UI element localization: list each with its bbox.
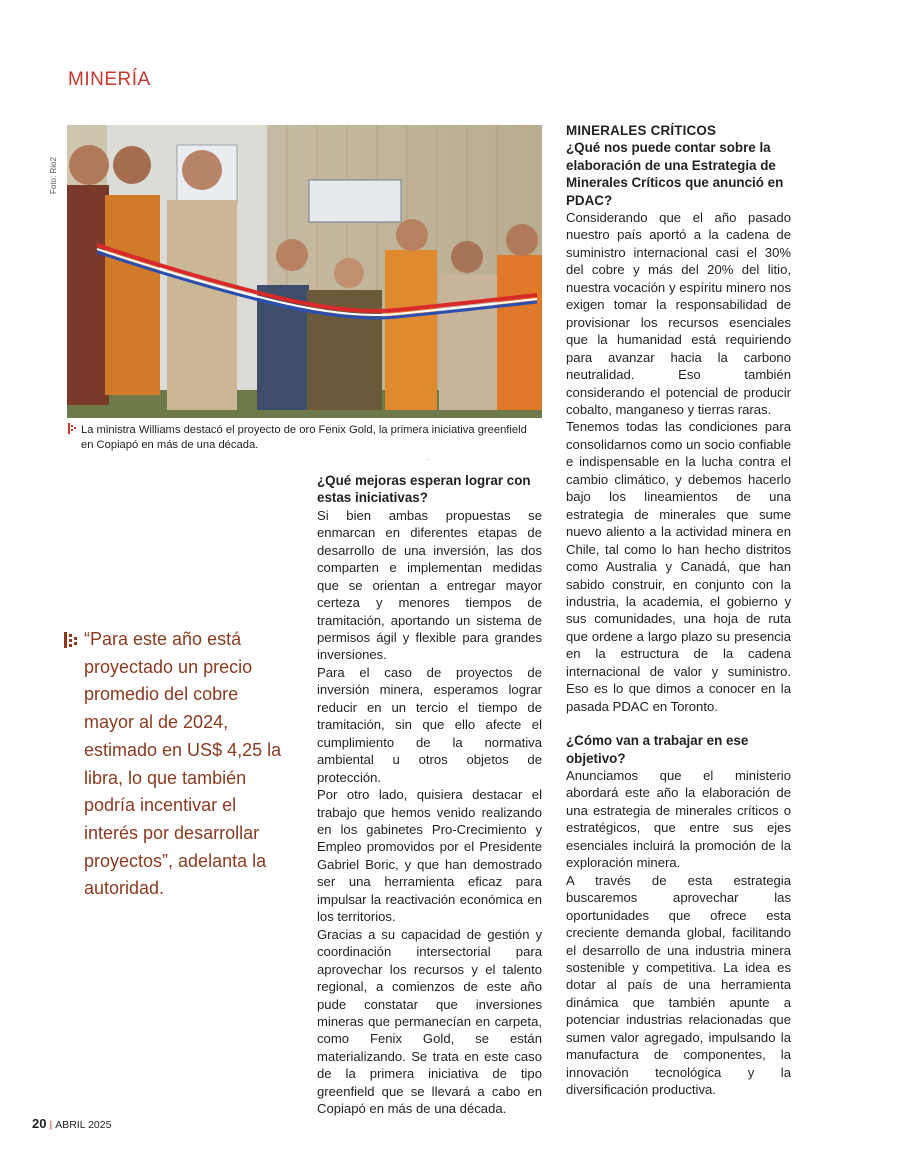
middle-column: [317, 472, 542, 1118]
middle-question: ¿Qué mejoras esperan lograr con estas iniciativas?: [317, 473, 531, 506]
pull-quote-text: “Para este año está proyectado un precio promedio del cobre mayor al de 2024, estimado en US$ 4,25 la libra, lo que también podría incentivar el interés por desarrollar proyectos”, adelanta la autoridad.: [84, 629, 282, 899]
caption-bullet-icon: [68, 423, 77, 434]
photo-caption: [68, 423, 546, 453]
right-heading: MINERALES CRÍTICOS: [566, 123, 717, 138]
event-photo: [67, 125, 542, 418]
right-paragraph-4: A través de esta estrategia buscaremos aprovechar las oportunidades que ofrece esta creciente demanda global, facilitando el desarrollo de una industria minera sostenible y competitiva. La idea es dotar al país de una herramienta dinámica que también apunte a potenciar industrias relacionadas que sumen valor agregado, impulsando la manufactura de componentes, la innovación tecnológica y la diversificación productiva.: [566, 872, 791, 1098]
section-tag: MINERÍA: [68, 69, 151, 90]
page-number: 20: [32, 1116, 47, 1131]
quote-bullet-icon: [64, 632, 78, 648]
section-spacer: [566, 715, 791, 732]
caption-line-1: La ministra Williams destacó el proyecto de oro Fenix Gold, la primera iniciativa greenfield: [81, 424, 527, 436]
issue-date: ABRIL 2025: [55, 1119, 112, 1131]
right-paragraph-3: Anunciamos que el ministerio abordará este año la elaboración de una estrategia de minerales críticos o estratégicos, que entre sus ejes esenciales incluirá la promoción de la exploración minera.: [566, 767, 791, 871]
middle-paragraph-4: Gracias a su capacidad de gestión y coordinación intersectorial para aprovechar los recursos y el talento regional, a comienzos de este año pude constatar que inversiones mineras que permanecían en carpeta, como Fenix Gold, se están materializando. Se trata en este caso de la primera iniciativa de tipo greenfield que se llevará a cabo en Copiapó en más de una década.: [317, 926, 542, 1117]
ribbon-cutting-illustration: [67, 125, 542, 418]
separator-mark: ·: [427, 455, 430, 464]
right-question-2: ¿Cómo van a trabajar en ese objetivo?: [566, 733, 749, 766]
right-question-1: ¿Qué nos puede contar sobre la elaboración de una Estrategia de Minerales Críticos que anunció en PDAC?: [566, 140, 784, 208]
pull-quote: [64, 626, 284, 903]
footer-separator: |: [49, 1119, 53, 1131]
caption-line-2: en Copiapó en más de una década.: [81, 439, 259, 451]
photo-credit: Foto: Rio2: [49, 157, 58, 194]
right-paragraph-1: Considerando que el año pasado nuestro país aportó a la cadena de suministro internacional casi el 30% del cobre y más del 20% del litio, nuestra vocación y espíritu minero nos exigen tomar la responsabilidad de provisionar los recursos esenciales que la humanidad está requiriendo para avanzar hacia la carbono neutralidad. Eso también considerando el potencial de producir cobalto, manganeso y tierras raras.: [566, 210, 791, 418]
middle-paragraph-3: Por otro lado, quisiera destacar el trabajo que hemos venido realizando en los gabinetes Pro-Crecimiento y Empleo promovidos por el Presidente Gabriel Boric, y que han demostrado ser una herramienta eficaz para impulsar la reactivación económica en los territorios.: [317, 787, 542, 925]
middle-paragraph-1: Si bien ambas propuestas se enmarcan en diferentes etapas de desarrollo de una inversión, las dos comparten e implementan medidas que se orientan a entregar mayor certeza y menores tiempos de tramitación, aportando un sistema de permisos ágil y flexible para grandes inversiones.: [317, 507, 542, 663]
right-paragraph-2: Tenemos todas las condiciones para consolidarnos como un socio confiable e indispensable en la lucha contra el cambio climático, y debemos hacerlo bajo los lineamientos de una estrategia de minerales que sume nuevo aliento a la actividad minera en Chile, tal como lo han hecho distritos como Australia y Canadá, que han sabido construir, en conjunto con la industria, la academia, el gobierno y sus comunidades, una hoja de ruta que ordene a largo plazo su presencia en la estructura de la cadena internacional de valor y suministro. Eso es lo que dimos a conocer en la pasada PDAC en Toronto.: [566, 419, 791, 714]
page-footer: [32, 1116, 111, 1131]
middle-paragraph-2: Para el caso de proyectos de inversión minera, esperamos lograr reducir en un tercio el tiempo de tramitación, sin que ello afecte el cumplimiento de la normativa ambiental u otros objetos de protección.: [317, 664, 542, 785]
right-column: [566, 122, 791, 1099]
